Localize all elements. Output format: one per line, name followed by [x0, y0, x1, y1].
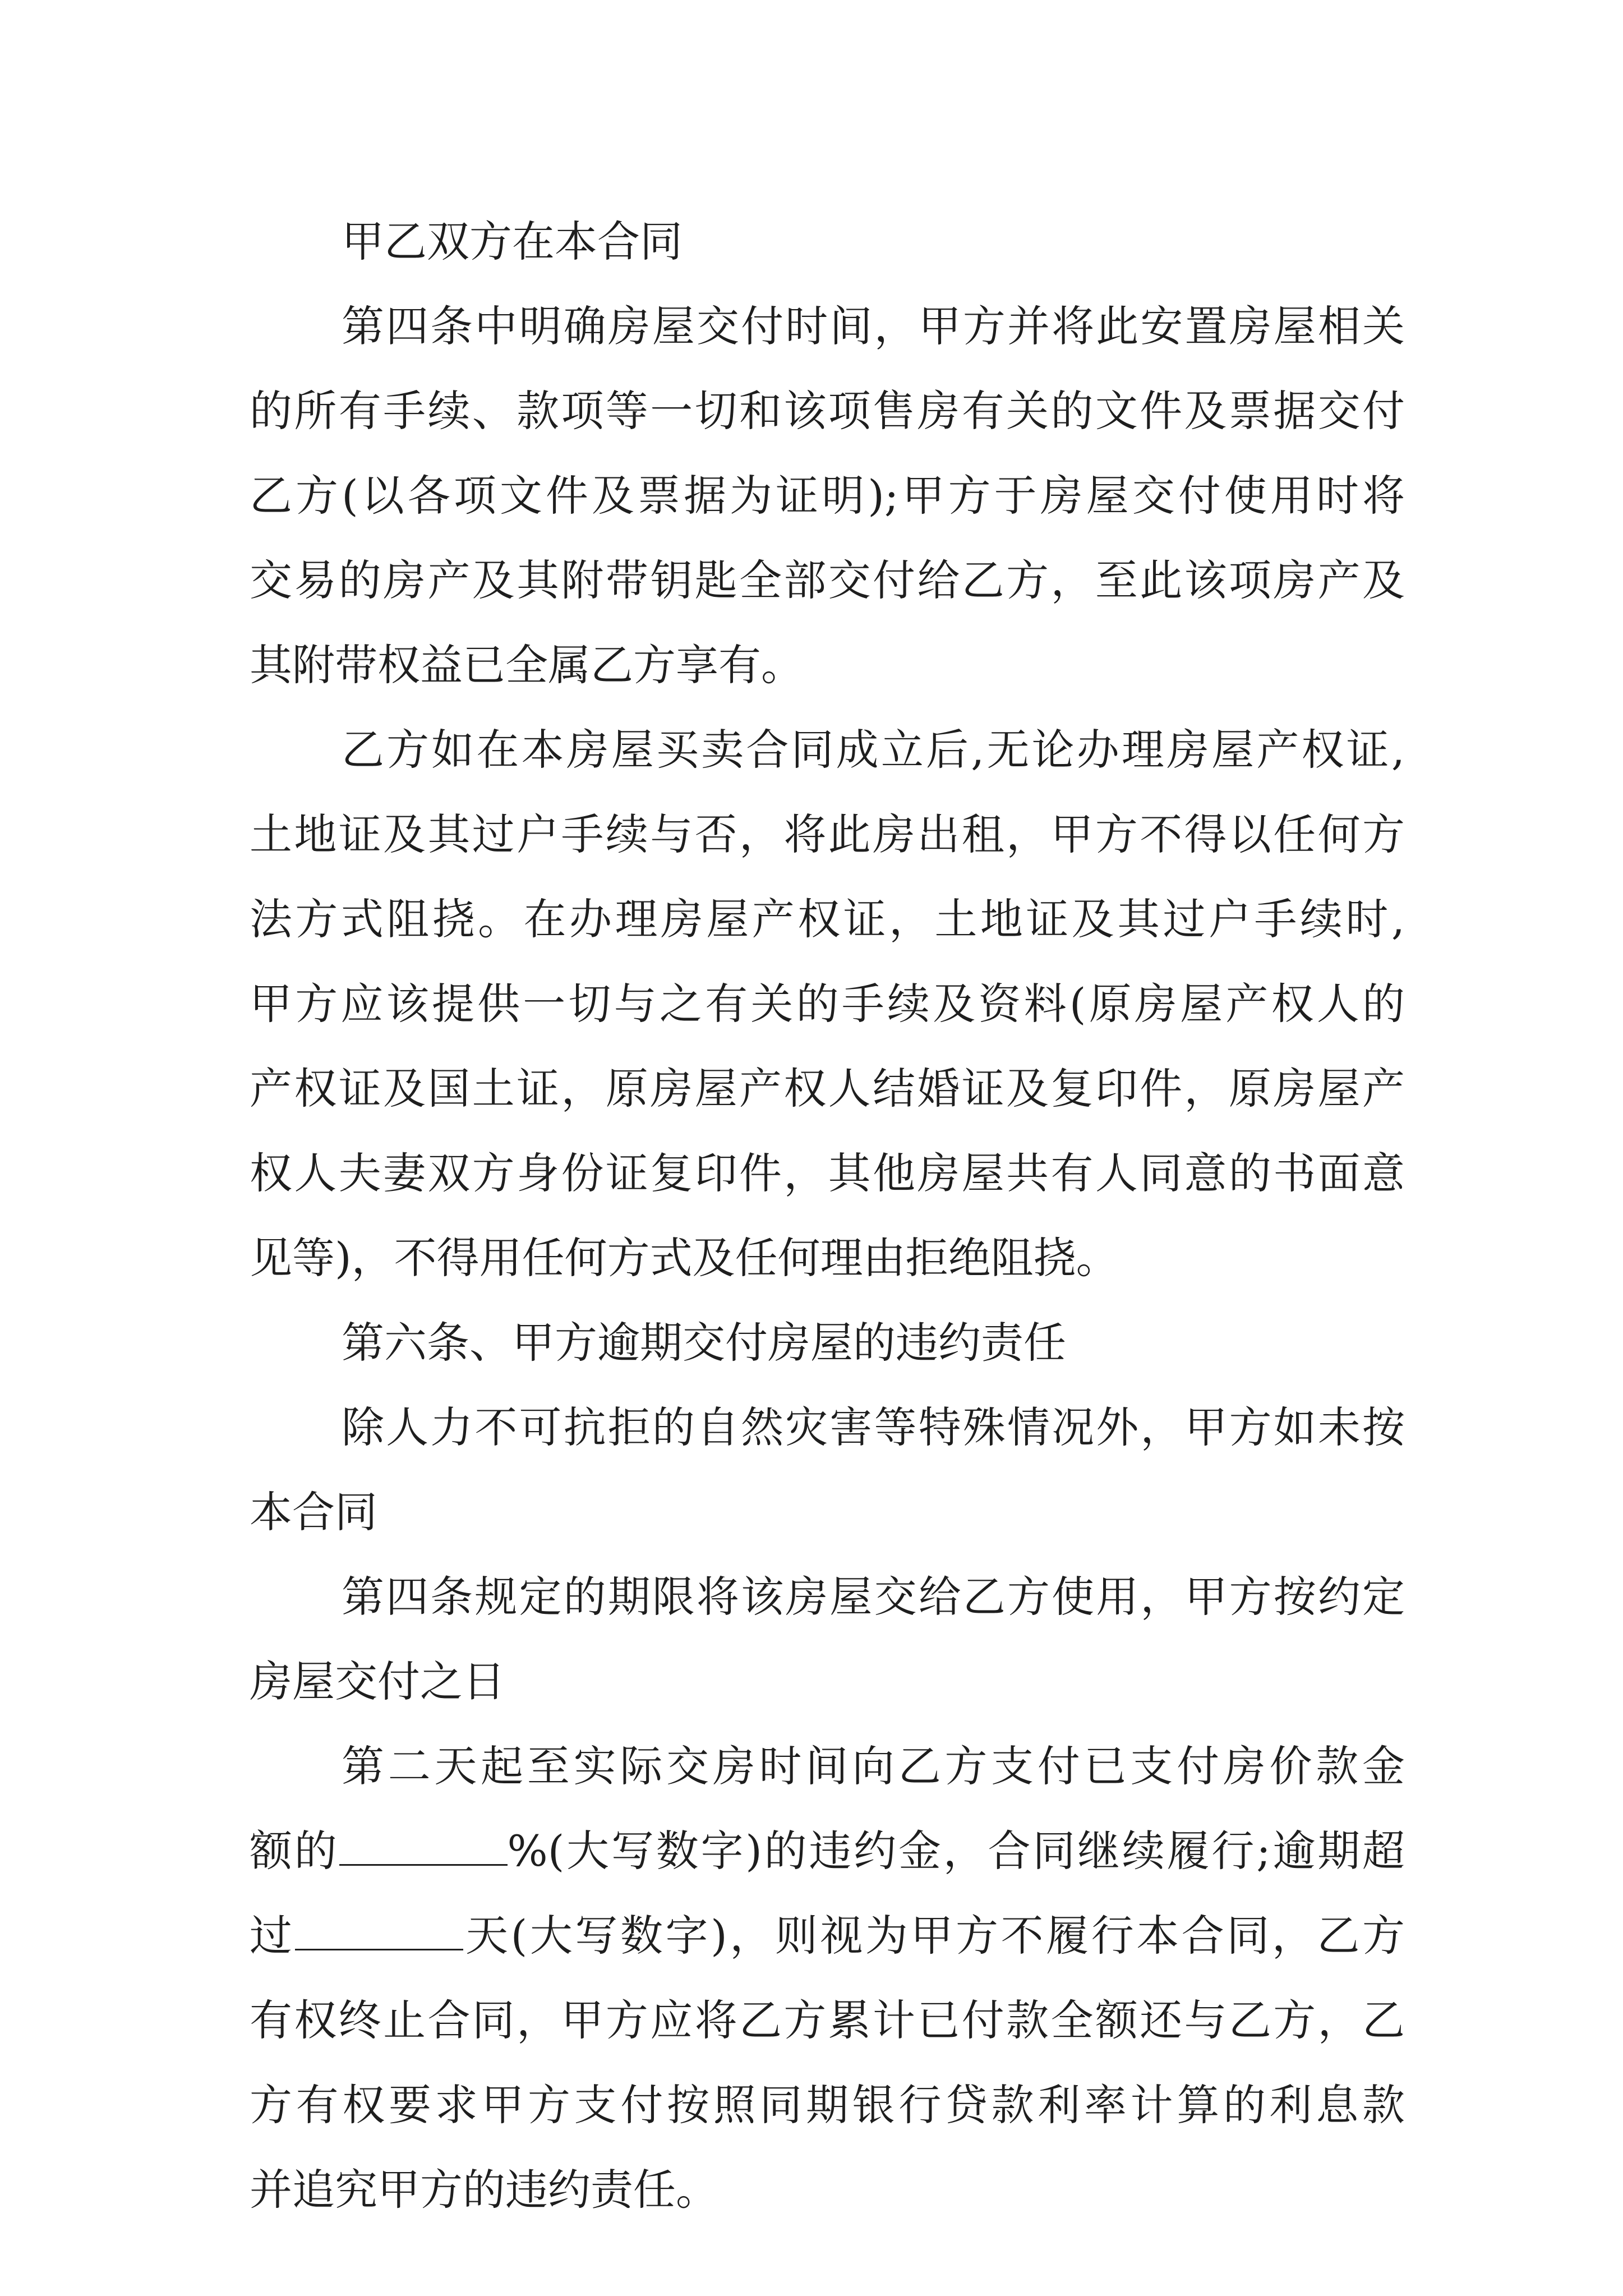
paragraph-line: 本合同 — [250, 1487, 377, 1537]
paragraph-line: 第四条规定的期限将该房屋交给乙方使用，甲方按约定 — [342, 1572, 1405, 1622]
section-heading: 第六条、甲方逾期交付房屋的违约责任 — [342, 1318, 1066, 1368]
paragraph-line: 有权终止合同，甲方应将乙方累计已付款全额还与乙方，乙 — [250, 1995, 1405, 2045]
paragraph-line: 第二天起至实际交房时间向乙方支付已支付房价款金 — [342, 1741, 1405, 1791]
paragraph-line: 乙方(以各项文件及票据为证明);甲方于房屋交付使用时将 — [250, 471, 1405, 521]
paragraph-line: 土地证及其过户手续与否，将此房出租，甲方不得以任何方 — [250, 809, 1405, 859]
document-body — [250, 199, 1405, 2232]
paragraph-line: 甲方应该提供一切与之有关的手续及资料(原房屋产权人的 — [250, 979, 1405, 1029]
paragraph-line: 其附带权益已全属乙方享有。 — [250, 640, 804, 690]
line-text: 额的 — [250, 1826, 339, 1876]
percentage-blank — [339, 1828, 508, 1866]
paragraph-line: 法方式阻挠。在办理房屋产权证，土地证及其过户手续时, — [250, 894, 1405, 944]
paragraph-line: 甲乙双方在本合同 — [342, 217, 683, 266]
line-text: 天(大写数字)，则视为甲方不履行本合同，乙方 — [463, 1911, 1405, 1961]
paragraph-line: 方有权要求甲方支付按照同期银行贷款利率计算的利息款 — [250, 2080, 1405, 2130]
paragraph-line: 乙方如在本房屋买卖合同成立后,无论办理房屋产权证, — [342, 725, 1405, 775]
paragraph-line-with-blank — [250, 1893, 1405, 1978]
paragraph-line: 第四条中明确房屋交付时间，甲方并将此安置房屋相关 — [342, 301, 1405, 351]
line-text: %(大写数字)的违约金，合同继续履行;逾期超 — [507, 1826, 1405, 1876]
paragraph-line: 见等)，不得用任何方式及任何理由拒绝阻挠。 — [250, 1233, 1119, 1283]
paragraph-line: 交易的房产及其附带钥匙全部交付给乙方，至此该项房产及 — [250, 555, 1405, 605]
paragraph-line: 的所有手续、款项等一切和该项售房有关的文件及票据交付 — [250, 386, 1405, 436]
days-blank — [295, 1913, 463, 1950]
paragraph-line: 并追究甲方的违约责任。 — [250, 2165, 718, 2215]
paragraph-line: 产权证及国土证，原房屋产权人结婚证及复印件，原房屋产 — [250, 1064, 1405, 1114]
paragraph-line: 房屋交付之日 — [250, 1657, 505, 1706]
paragraph-line-with-blank — [250, 1809, 1405, 1893]
line-text: 过 — [250, 1911, 295, 1961]
paragraph-line: 权人夫妻双方身份证复印件，其他房屋共有人同意的书面意 — [250, 1148, 1405, 1198]
paragraph-line: 除人力不可抗拒的自然灾害等特殊情况外，甲方如未按 — [342, 1402, 1405, 1452]
